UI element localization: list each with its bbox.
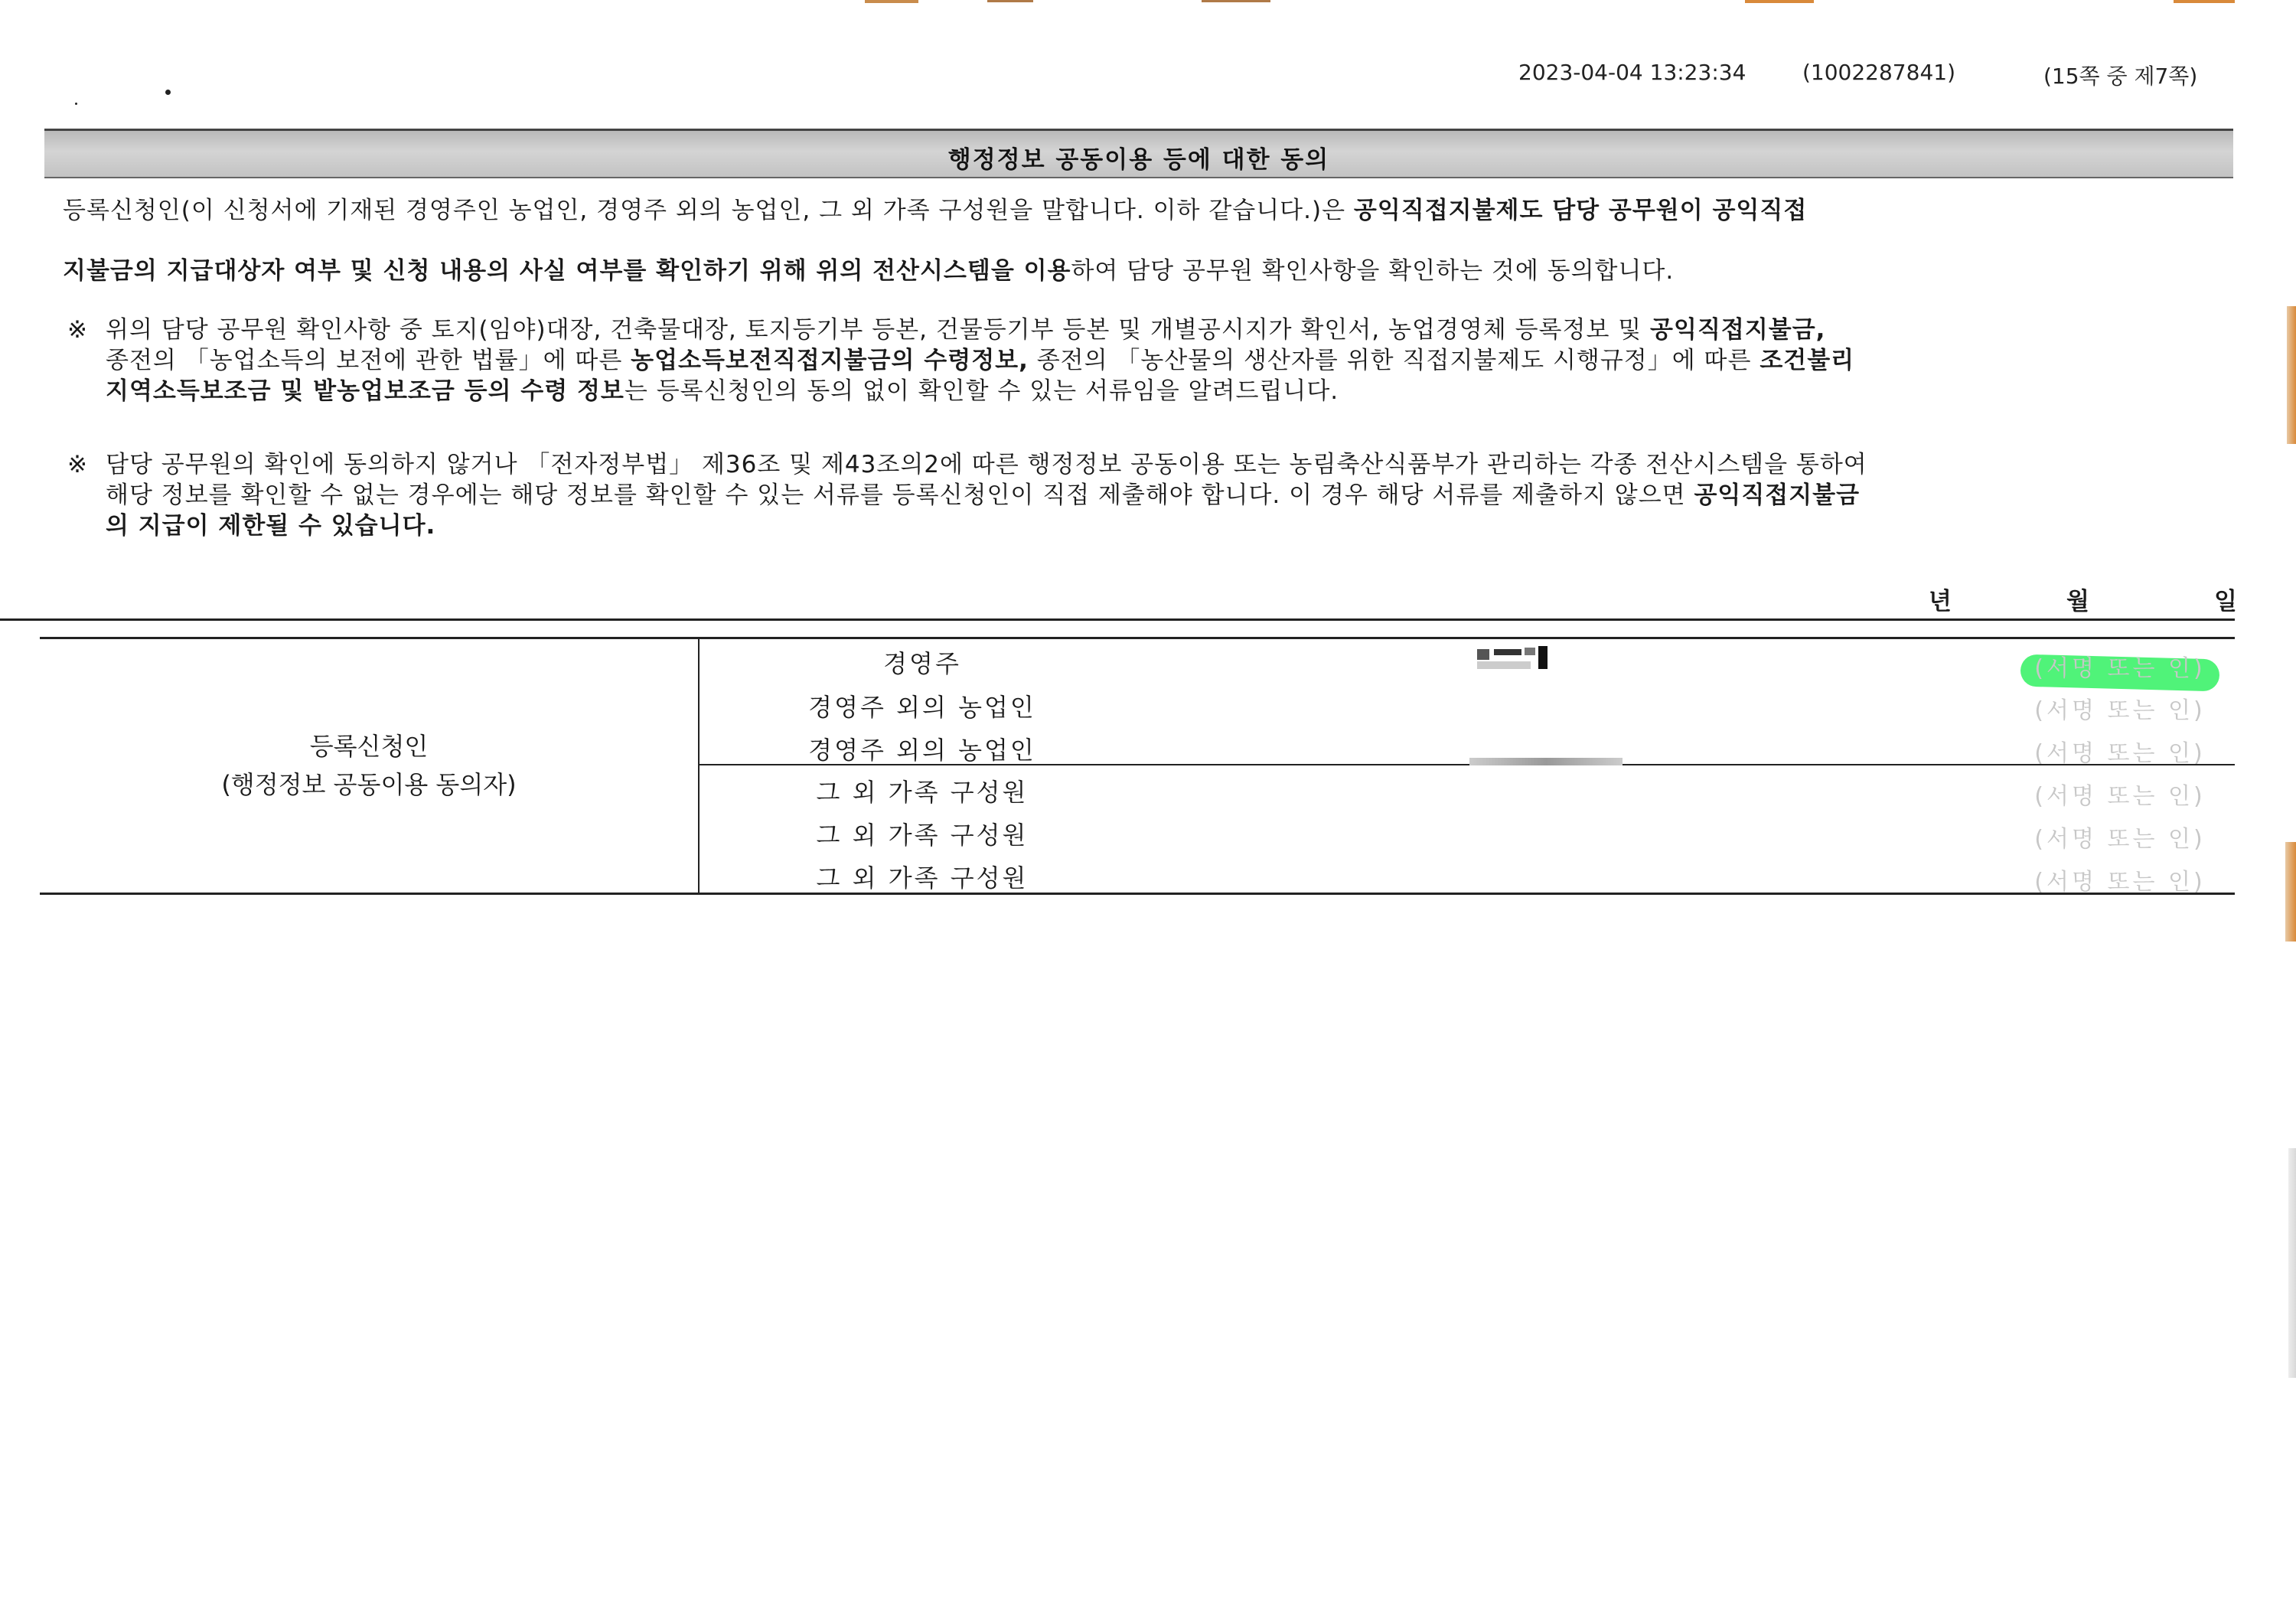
- role-family-member: 그 외 가족 구성원: [816, 778, 1029, 807]
- notice-2-body: [106, 449, 1867, 541]
- notice-text: 종전의 「농업소득의 보전에 관한 법률」에 따른: [106, 347, 631, 374]
- notice-text-bold: 공익직접지불금: [1694, 481, 1861, 509]
- signature-field[interactable]: (서명 또는 인): [2034, 869, 2206, 896]
- role-other-farmer: 경영주 외의 농업인: [808, 736, 1036, 765]
- applicant-label-line2: (행정정보 공동이용 동의자): [221, 770, 517, 799]
- notice-text: 위의 담당 공무원 확인사항 중 토지(임야)대장, 건축물대장, 토지등기부 등본, 건물등기부 등본 및 개별공시지가 확인서, 농업경영체 등록정보 및: [106, 316, 1651, 344]
- notice-1-line2: [106, 345, 1854, 376]
- notice-text-bold: 농업소득보전직접지불금의 수령정보,: [631, 347, 1029, 374]
- section-title: 행정정보 공동이용 등에 대한 동의: [947, 146, 1330, 174]
- notice-text-bold: 지역소득보조금 및 밭농업보조금 등의 수령 정보: [106, 377, 625, 405]
- consent-text-bold: 공익직접지불제도 담당 공무원이 공익직접: [1353, 197, 1808, 224]
- redacted-name: [1469, 758, 1623, 765]
- document-id: (1002287841): [1802, 60, 1955, 85]
- date-month-label: 월: [2066, 588, 2089, 615]
- signature-field[interactable]: (서명 또는 인): [2034, 655, 2206, 682]
- notice-1-line3: [106, 376, 1854, 406]
- notice-1: [67, 315, 2272, 414]
- role-owner: 경영주: [883, 649, 961, 678]
- reference-mark: ※: [67, 451, 88, 478]
- scan-edge-mark: [1202, 0, 1270, 2]
- table-top-rule-inner: [40, 637, 2235, 639]
- date-year-label: 년: [1929, 588, 1952, 615]
- scan-edge-mark: [1745, 0, 1814, 3]
- applicant-label-line1: 등록신청인: [309, 732, 429, 761]
- scan-edge-mark: [2288, 1148, 2296, 1378]
- notice-text-bold: 조건불리: [1760, 347, 1855, 374]
- role-family-member: 그 외 가족 구성원: [816, 863, 1029, 893]
- print-datetime: 2023-04-04 13:23:34: [1518, 60, 1746, 85]
- notice-text: 해당 정보를 확인할 수 없는 경우에는 해당 정보를 확인할 수 있는 서류를 등록신청인이 직접 제출해야 합니다. 이 경우 해당 서류를 제출하지 않으면: [106, 481, 1694, 509]
- applicant-label: [40, 727, 698, 804]
- notice-text: 는 등록신청인의 동의 없이 확인할 수 있는 서류임을 알려드립니다.: [624, 377, 1339, 405]
- header-meta: [0, 60, 2265, 90]
- scan-edge-mark: [2287, 306, 2296, 444]
- role-other-farmer: 경영주 외의 농업인: [808, 693, 1036, 722]
- notice-1-body: [106, 315, 1854, 406]
- date-row: [0, 582, 2296, 615]
- notice-2-line2: [106, 480, 1867, 511]
- date-day-label: 일: [2214, 588, 2237, 615]
- redacted-name: [1477, 645, 1607, 672]
- signature-field[interactable]: (서명 또는 인): [2034, 740, 2206, 767]
- page-indicator: (15쪽 중 제7쪽): [2043, 64, 2198, 89]
- consent-text: 등록신청인(이 신청서에 기재된 경영주인 농업인, 경영주 외의 농업인, 그 외 가족 구성원을 말합니다. 이하 같습니다.)은: [63, 197, 1354, 224]
- notice-2: [67, 449, 2272, 549]
- scan-edge-mark: [865, 0, 918, 3]
- notice-2-line1: 담당 공무원의 확인에 동의하지 않거나 「전자정부법」 제36조 및 제43조의2에 따른 행정정보 공동이용 또는 농림축산식품부가 관리하는 각종 전산시스템을 통하여: [106, 451, 1867, 478]
- signature-field[interactable]: (서명 또는 인): [2034, 783, 2206, 810]
- section-title-band: [44, 129, 2233, 178]
- reference-mark: ※: [67, 316, 88, 344]
- consent-paragraph-line2: [63, 250, 1674, 292]
- table-column-divider: [698, 638, 700, 894]
- notice-1-line1: [106, 315, 1854, 345]
- consent-text-bold: 지불금의 지급대상자 여부 및 신청 내용의 사실 여부를 확인하기 위해 위의 전산시스템을 이용: [63, 257, 1071, 285]
- role-family-member: 그 외 가족 구성원: [816, 821, 1029, 850]
- scan-speck: [75, 103, 77, 105]
- signature-field[interactable]: (서명 또는 인): [2034, 826, 2206, 853]
- scan-speck: [165, 90, 171, 95]
- notice-text-bold: 의 지급이 제한될 수 있습니다.: [106, 512, 436, 540]
- consent-text: 하여 담당 공무원 확인사항을 확인하는 것에 동의합니다.: [1071, 257, 1675, 285]
- scan-edge-mark: [2174, 0, 2235, 3]
- notice-text: 종전의 「농산물의 생산자를 위한 직접지불제도 시행규정」에 따른: [1028, 347, 1760, 374]
- table-top-rule: [0, 618, 2235, 621]
- scan-edge-mark: [987, 0, 1033, 2]
- notice-2-line3: [106, 511, 1867, 541]
- signature-field[interactable]: (서명 또는 인): [2034, 697, 2206, 724]
- consent-paragraph-line1: [63, 189, 1807, 232]
- scan-edge-mark: [2285, 842, 2296, 942]
- notice-text-bold: 공익직접지불금,: [1650, 316, 1826, 344]
